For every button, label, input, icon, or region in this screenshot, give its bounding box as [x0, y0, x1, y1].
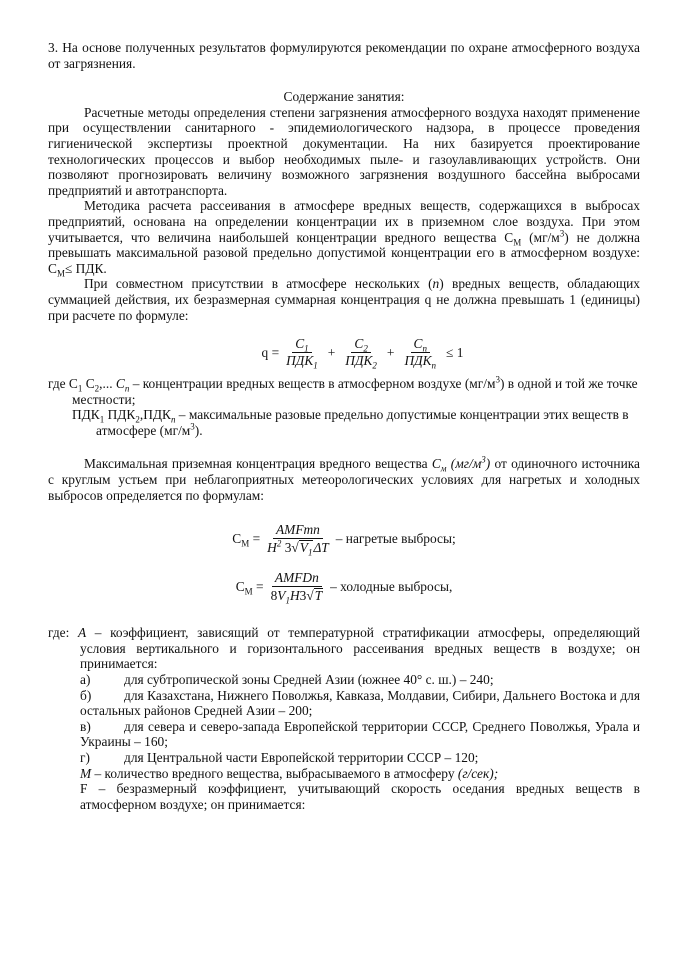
where-a-coefficient: где: А – коэффициент, зависящий от температурной стратификации атмосферы, определяющий условия вертикального и горизонтального рассеивания вредных веществ в воздухе; он принимается:	[48, 625, 640, 672]
fraction-1: $\frac{C_1}{ПДК_1}$	[286, 336, 318, 371]
where-pdk: $ПДК_1$ $ПДК_2,ПДК_n$ – максимальные разовые предельно допустимые концентрации этих веществ в атмосфере $(мг/м^3)$.	[72, 407, 629, 438]
fraction-2: $\frac{C_2}{ПДК_2}$	[345, 336, 377, 371]
list-item-a: а) для субтропической зоны Средней Азии (южнее 40° с. ш.) – 240;	[80, 672, 494, 688]
formula-cold: $С_М$ = $\frac{\text{AMFDn}}{8V_1H3√T}$ – холодные выбросы,	[235, 570, 453, 606]
list-item-d: г) для Центральной части Европейской территории СССР – 120;	[80, 750, 479, 765]
where-f: F – безразмерный коэффициент, учитывающий скорость оседания вредных веществ в атмосферном воздухе; он принимается:	[80, 781, 640, 812]
fraction-cold: $\frac{\text{AMFDn}}{8V_1H3√T}$	[270, 570, 323, 606]
formula-hot: $С_М$ = $\frac{\text{AMFmn}}{H^2 3√V_1\Delta T}$ – нагретые выбросы;	[232, 522, 456, 558]
paragraph-4: Максимальная приземная концентрация вредного вещества $С_м$ $(мг/м^3)$ от одиночного источника с круглым устьем при неблагоприятных метеорологических условиях для нагретых и холодных выбросов определяется по формулам:	[48, 455, 640, 503]
document-page	[48, 40, 640, 812]
where-concentrations: где $С_1$ $С_2$,... $C_n$ – концентрации вредных веществ в атмосферном воздухе $(мг/м^3)$ в одной и той же точке местности;	[48, 374, 638, 407]
fraction-n: $\frac{C_n}{ПДК_n}$	[404, 336, 437, 371]
list-item-c: в) для севера и северо-запада Европейской территории СССР, Среднего Поволжья, Урала и Украины – 160;	[80, 718, 640, 750]
paragraph-3: При совместном присутствии в атмосфере нескольких (n) вредных веществ, обладающих суммацией действия, их безразмерная суммарная концентрация q не должна превышать 1 (единицы) при расчете по формуле:	[48, 276, 640, 323]
fraction-hot: $\frac{\text{AMFmn}}{H^2 3√V_1\Delta T}$	[267, 522, 329, 558]
paragraph-1: Расчетные методы определения степени загрязнения атмосферного воздуха находят применение при осуществлении санитарного - эпидемиологического надзора, в процессе проведения гигиенической экспертизы проектной документации. На них базируется проектирование технологических процессов и выбор необходимых пыле- и газоулавливающих устройств. Они позволяют прогнозировать величину возможного загрязнения воздушного бассейна выбросами предприятий и автотранспорта.	[48, 104, 640, 198]
formula-q: q = $\frac{C_1}{ПДК_1}$ + $\frac{C_2}{ПДК_2}$ + $\frac{C_n}{ПДК_n}$ ≤ 1	[261, 336, 464, 371]
list-item-b: б) для Казахстана, Нижнего Поволжья, Кавказа, Молдавии, Сибири, Дальнего Востока и для остальных районов Средней Азии – 200;	[80, 687, 640, 719]
intro-item: 3. На основе полученных результатов формулируются рекомендации по охране атмосферного воздуха от загрязнения.	[48, 40, 640, 71]
section-title: Содержание занятия:	[283, 89, 405, 105]
where-m: М – количество вредного вещества, выбрасываемого в атмосферу (г/сек);	[80, 765, 499, 781]
paragraph-2: Методика расчета рассеивания в атмосфере вредных веществ, содержащихся в выбросах предприятий, основана на определении концентрации их в приземном слое воздуха. При этом учитывается, что величина наибольшей концентрации вредного вещества $С_М$ $(мг/м^3)$ не должна превышать максимальной разовой предельно допустимой концентрации его в атмосферном воздухе: $С_М\le$ ПДК.	[48, 198, 641, 279]
